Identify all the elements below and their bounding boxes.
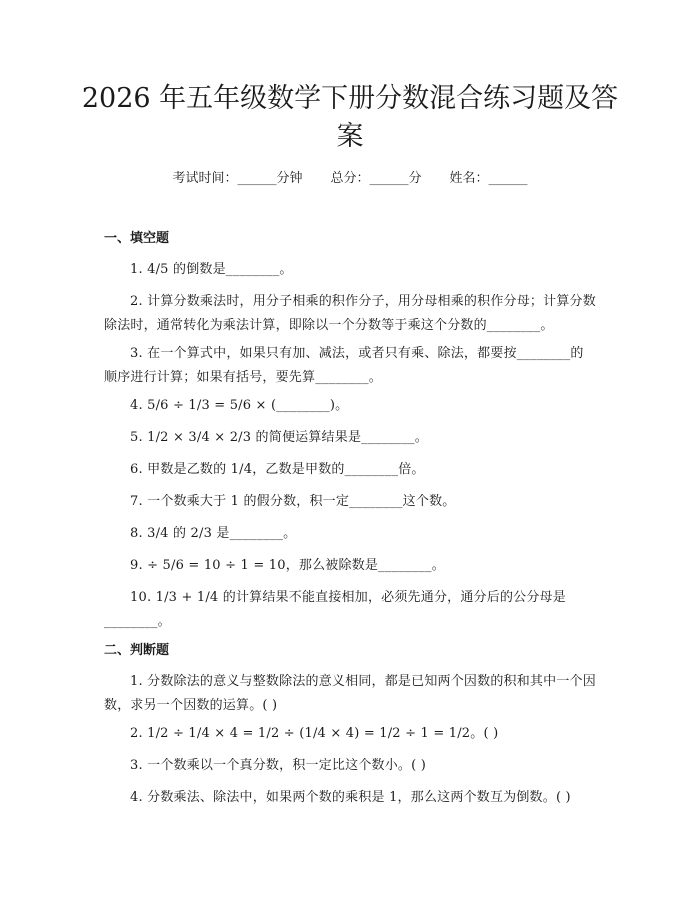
section-title-fill-blank: 一、填空题 <box>104 231 170 246</box>
question-item: 3. 在一个算式中，如果只有加、减法，或者只有乘、除法，都要按________的顺序进行计算；如果有括号，要先算________。 <box>104 346 584 385</box>
question-item: 4. 分数乘法、除法中，如果两个数的乘积是 1，那么这两个数互为倒数。( ) <box>130 790 571 805</box>
question-item: 4. 5/6 ÷ 1/3 = 5/6 × (________)。 <box>130 398 349 413</box>
question-item: 7. 一个数乘大于 1 的假分数，积一定________这个数。 <box>130 494 456 509</box>
question-item: 1. 4/5 的倒数是________。 <box>130 262 293 277</box>
question-item: 3. 一个数乘以一个真分数，积一定比这个数小。( ) <box>130 758 427 773</box>
question-item: 8. 3/4 的 2/3 是________。 <box>130 526 297 541</box>
question-item: 10. 1/3 + 1/4 的计算结果不能直接相加，必须先通分，通分后的公分母是________。 <box>104 590 566 629</box>
question-item: 9. ÷ 5/6 = 10 ÷ 1 = 10，那么被除数是________。 <box>130 558 445 573</box>
question-item: 2. 计算分数乘法时，用分子相乘的积作分子，用分母相乘的积作分母；计算分数除法时，通常转化为乘法计算，即除以一个分数等于乘这个分数的________。 <box>104 294 596 333</box>
exam-meta <box>0 170 700 188</box>
time-label: 考试时间：______分钟 <box>172 171 303 186</box>
page-title <box>60 80 640 156</box>
question-item: 6. 甲数是乙数的 1/4，乙数是甲数的________倍。 <box>130 462 425 477</box>
title-line-1: 2026 年五年级数学下册分数混合练习题及答 <box>81 83 619 114</box>
section-title-true-false: 二、判断题 <box>104 643 170 658</box>
question-item: 5. 1/2 × 3/4 × 2/3 的简便运算结果是________。 <box>130 430 428 445</box>
question-item: 1. 分数除法的意义与整数除法的意义相同，都是已知两个因数的积和其中一个因数，求另一个因数的运算。( ) <box>104 674 596 713</box>
score-label: 总分：______分 <box>330 171 422 186</box>
question-item: 2. 1/2 ÷ 1/4 × 4 = 1/2 ÷ (1/4 × 4) = 1/2 ÷ 1 = 1/2。( ) <box>130 726 499 741</box>
title-line-2: 案 <box>336 121 364 152</box>
name-label: 姓名：______ <box>449 171 528 186</box>
